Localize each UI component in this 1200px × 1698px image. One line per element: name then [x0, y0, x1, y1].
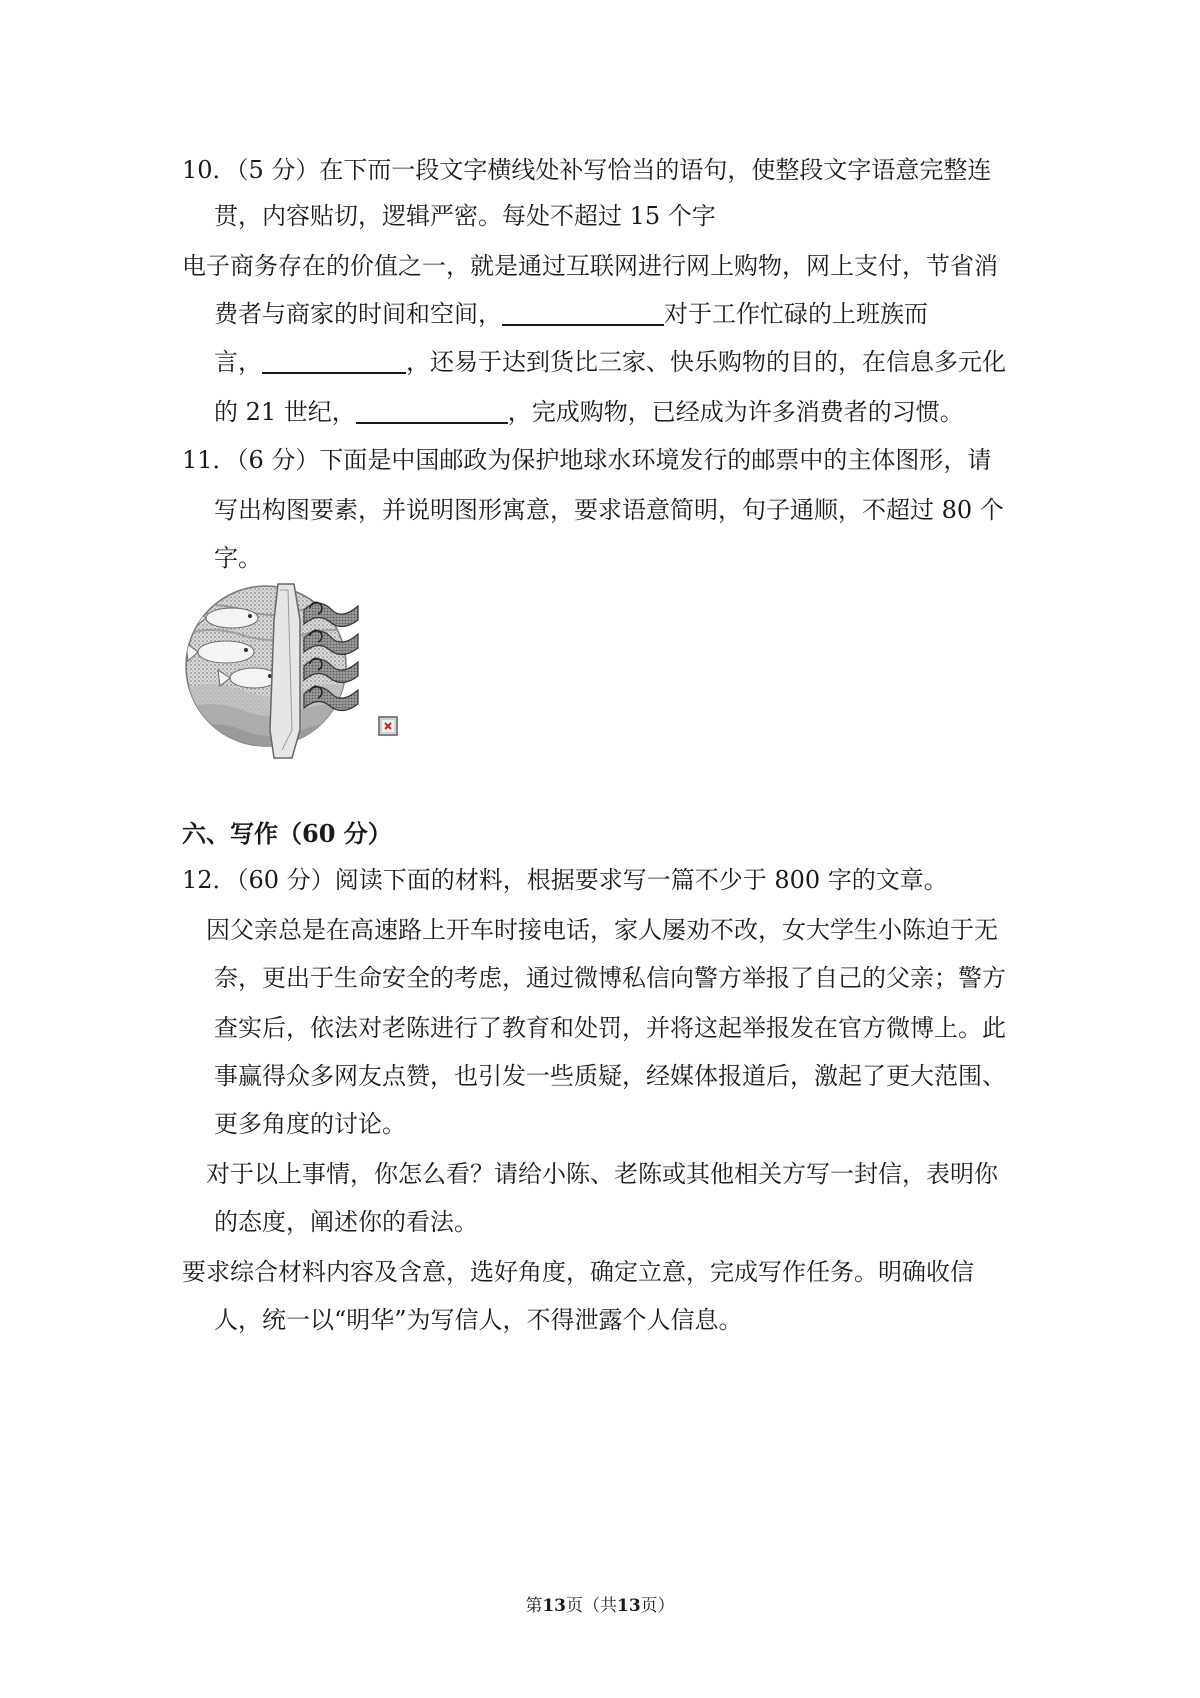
q11-line-3: 字。 [214, 544, 262, 572]
q12-task-line-1: 对于以上事情，你怎么看？请给小陈、老陈或其他相关方写一封信，表明你 [206, 1160, 998, 1188]
q10-passage-text: 费者与商家的时间和空间， [214, 300, 502, 328]
q10-passage-line-1: 电子商务存在的价值之一，就是通过互联网进行网上购物，网上支付，节省消 [182, 252, 998, 280]
q12-material-line-2: 奈，更出于生命安全的考虑，通过微博私信向警方举报了自己的父亲；警方 [214, 964, 1006, 992]
q10-passage-line-3 [214, 346, 1006, 378]
q10-passage-text: ，完成购物，已经成为许多消费者的习惯。 [507, 398, 964, 426]
q11-line-2: 写出构图要素，并说明图形寓意，要求语意简明，句子通顺，不超过 80 个 [214, 496, 1004, 524]
q10-line-1: 10．（5 分）在下而一段文字横线处补写恰当的语句，使整段文字语意完整连 [182, 156, 992, 184]
q10-passage-line-4 [214, 396, 964, 428]
q12-requirement-line-1: 要求综合材料内容及含意，选好角度，确定立意，完成写作任务。明确收信 [182, 1258, 974, 1286]
answer-blank-3[interactable] [356, 398, 508, 424]
q12-task-line-2: 的态度，阐述你的看法。 [214, 1208, 478, 1236]
q12-material-line-1: 因父亲总是在高速路上开车时接电话，家人屡劝不改，女大学生小陈迫于无 [206, 916, 998, 944]
q12-material-line-3: 查实后，依法对老陈进行了教育和处罚，并将这起举报发在官方微博上。此 [214, 1014, 1006, 1042]
q12-requirement-line-2: 人，统一以“明华”为写信人，不得泄露个人信息。 [214, 1306, 743, 1334]
q10-line-2: 贯，内容贴切，逻辑严密。每处不超过 15 个字 [214, 202, 716, 230]
q10-passage-text: 的 21 世纪， [214, 398, 356, 426]
q10-passage-text: ，还易于达到货比三家、快乐购物的目的，在信息多元化 [406, 348, 1006, 376]
q10-passage-text: 言， [214, 348, 262, 376]
q12-material-line-5: 更多角度的讨论。 [214, 1110, 406, 1138]
section-title: 六、写作（60 分） [182, 819, 392, 848]
q12-line-1: 12．（60 分）阅读下面的材料，根据要求写一篇不少于 800 字的文章。 [182, 866, 948, 894]
answer-blank-2[interactable] [262, 348, 406, 374]
broken-image-icon [378, 716, 398, 736]
footer-prefix: 第 [525, 1596, 543, 1616]
q12-material-line-4: 事赢得众多网友点赞，也引发一些质疑，经媒体报道后，激起了更大范围、 [214, 1062, 1006, 1090]
page-footer [0, 1594, 1200, 1618]
answer-blank-1[interactable] [502, 300, 664, 326]
footer-middle: 页（共 [566, 1596, 617, 1616]
q10-passage-line-2 [214, 298, 928, 330]
footer-suffix: 页） [640, 1596, 675, 1616]
q11-line-1: 11．（6 分）下面是中国邮政为保护地球水环境发行的邮票中的主体图形，请 [182, 446, 992, 474]
page-number: 13 [542, 1596, 566, 1616]
page-total: 13 [617, 1596, 641, 1616]
q10-passage-text: 对于工作忙碌的上班族而 [664, 300, 928, 328]
